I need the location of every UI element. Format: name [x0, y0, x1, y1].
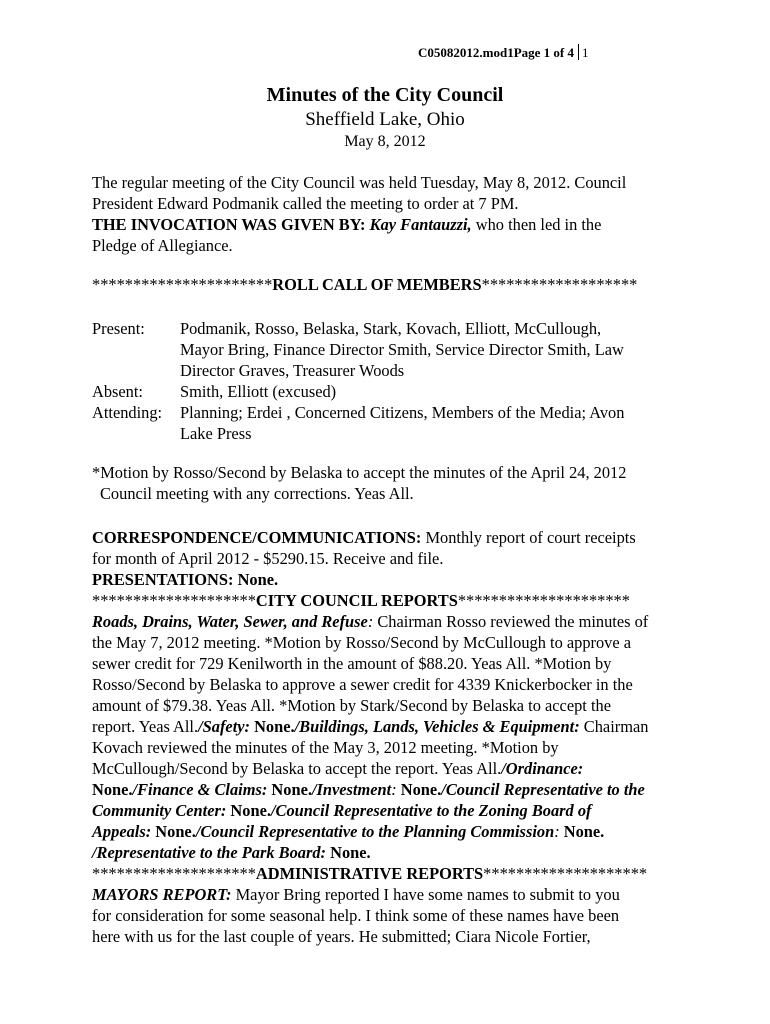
stars-left: ******************** [92, 591, 256, 610]
community-label: Community Center: [92, 801, 227, 820]
intro-line: Pledge of Allegiance. [92, 236, 233, 255]
roads-text: Chairman Rosso reviewed the minutes of [373, 612, 649, 631]
attending-value [180, 402, 624, 444]
zoning-label: /Council Representative to the Zoning Board of [270, 801, 592, 820]
buildings-text: Chairman [579, 717, 649, 736]
roll-call-label: ROLL CALL OF MEMBERS [272, 275, 482, 294]
page-header [418, 44, 589, 61]
motion-line: Council meeting with any corrections. Yeas All. [100, 484, 414, 503]
ordinance-line [92, 758, 692, 779]
mayors-report-text: here with us for the last couple of years. He submitted; Ciara Nicole Fortier, [92, 927, 591, 946]
document-id: C05082012.mod1Page 1 of 4 [418, 45, 574, 60]
safety-label: /Safety: [198, 717, 250, 736]
roads-text: amount of $79.38. Yeas All. *Motion by Stark/Second by Belaska to accept the [92, 696, 611, 715]
present-value [180, 318, 624, 381]
invocation-label: THE INVOCATION WAS GIVEN BY: [92, 215, 366, 234]
absent-label: Absent: [92, 382, 143, 401]
council-reports-heading [92, 590, 692, 611]
attendance-table [92, 318, 624, 444]
correspondence-text: for month of April 2012 - $5290.15. Receive and file. [92, 549, 444, 568]
committee-line [92, 779, 692, 800]
presentations-label: PRESENTATIONS: [92, 570, 234, 589]
finance-value: None. [267, 780, 312, 799]
finance-label: /Finance & Claims: [132, 780, 268, 799]
invocation-line [92, 214, 692, 235]
roads-label: Roads, Drains, Water, Sewer, and Refuse [92, 612, 368, 631]
present-row [92, 318, 624, 381]
roads-text: sewer credit for 729 Kenilworth in the amount of $88.20. Yeas All. *Motion by [92, 654, 612, 673]
mayors-report-line [92, 884, 692, 905]
present-line: Mayor Bring, Finance Director Smith, Service Director Smith, Law [180, 340, 624, 359]
buildings-text: McCullough/Second by Belaska to accept the report. Yeas All. [92, 759, 502, 778]
mayors-report-text: for consideration for some seasonal help. I think some of these names have been [92, 906, 620, 925]
absent-value: Smith, Elliott (excused) [180, 382, 337, 401]
stars-right: ******************** [483, 864, 648, 883]
safety-line [92, 716, 692, 737]
buildings-text: Kovach reviewed the minutes of the May 3, 2012 meeting. *Motion by [92, 738, 559, 757]
roll-call-heading [92, 274, 692, 295]
present-line: Podmanik, Rosso, Belaska, Stark, Kovach, Elliott, McCullough, [180, 319, 602, 338]
meeting-date: May 8, 2012 [344, 133, 426, 150]
page-number: 1 [582, 45, 589, 60]
attendance-section [92, 318, 692, 444]
planning-label: /Council Representative to the Planning Commission [195, 822, 555, 841]
header-divider [578, 44, 579, 60]
ordinance-label: /Ordinance: [501, 759, 584, 778]
community-value: None. [226, 801, 271, 820]
investment-colon: : [391, 780, 401, 799]
investment-label: /Investment [311, 780, 392, 799]
roll-call-stars-left: ********************** [92, 275, 273, 294]
attending-line: Planning; Erdei , Concerned Citizens, Members of the Media; Avon [180, 403, 625, 422]
invocation-rest: who then led in the [471, 215, 602, 234]
investment-value: None. [400, 780, 442, 799]
reports-section [92, 527, 692, 947]
committee-line [92, 821, 692, 842]
planning-colon: : [554, 822, 564, 841]
roads-line [92, 611, 692, 632]
correspondence-text: Monthly report of court receipts [421, 528, 636, 547]
committee-line [92, 842, 692, 863]
intro-line: President Edward Podmanik called the meeting to order at 7 PM. [92, 194, 519, 213]
attending-line: Lake Press [180, 424, 252, 443]
park-label: /Representative to the Park Board: [92, 843, 327, 862]
city-name: Sheffield Lake, Ohio [305, 109, 465, 130]
roads-text: Rosso/Second by Belaska to approve a sewer credit for 4339 Knickerbocker in the [92, 675, 633, 694]
correspondence-label: CORRESPONDENCE/COMMUNICATIONS: [92, 528, 422, 547]
correspondence-line [92, 527, 692, 548]
mayors-report-label: MAYORS REPORT: [92, 885, 232, 904]
zoning-label: Appeals: [92, 822, 152, 841]
intro-paragraph [92, 172, 692, 256]
motion-line: *Motion by Rosso/Second by Belaska to accept the minutes of the April 24, 2012 [92, 463, 627, 482]
presentations-value: None. [233, 570, 279, 589]
roll-call-stars-right: ******************* [481, 275, 638, 294]
zoning-value: None. [151, 822, 196, 841]
mayors-report-text: Mayor Bring reported I have some names to submit to you [231, 885, 620, 904]
absent-row [92, 381, 624, 402]
buildings-label: /Buildings, Lands, Vehicles & Equipment: [294, 717, 580, 736]
attending-label: Attending: [92, 403, 163, 422]
safety-value: None. [249, 717, 295, 736]
intro-line: The regular meeting of the City Council was held Tuesday, May 8, 2012. Council [92, 173, 627, 192]
roads-text: the May 7, 2012 meeting. *Motion by Rosso/Second by McCullough to approve a [92, 633, 632, 652]
committee-line [92, 800, 692, 821]
planning-value: None. [563, 822, 605, 841]
document-title: Minutes of the City Council [266, 84, 504, 106]
attending-row [92, 402, 624, 444]
minutes-motion [92, 462, 692, 504]
invocation-name: Kay Fantauzzi, [369, 215, 472, 234]
ordinance-value: None. [92, 780, 133, 799]
present-line: Director Graves, Treasurer Woods [180, 361, 405, 380]
stars-right: ********************* [457, 591, 630, 610]
admin-reports-heading [92, 863, 692, 884]
community-label: /Council Representative to the [441, 780, 645, 799]
roads-text: report. Yeas All. [92, 717, 199, 736]
council-reports-label: CITY COUNCIL REPORTS [255, 591, 458, 610]
stars-left: ******************** [92, 864, 256, 883]
roads-colon: : [367, 612, 374, 631]
presentations-line [92, 569, 692, 590]
park-value: None. [326, 843, 371, 862]
present-label: Present: [92, 319, 145, 338]
admin-reports-label: ADMINISTRATIVE REPORTS [255, 864, 484, 883]
